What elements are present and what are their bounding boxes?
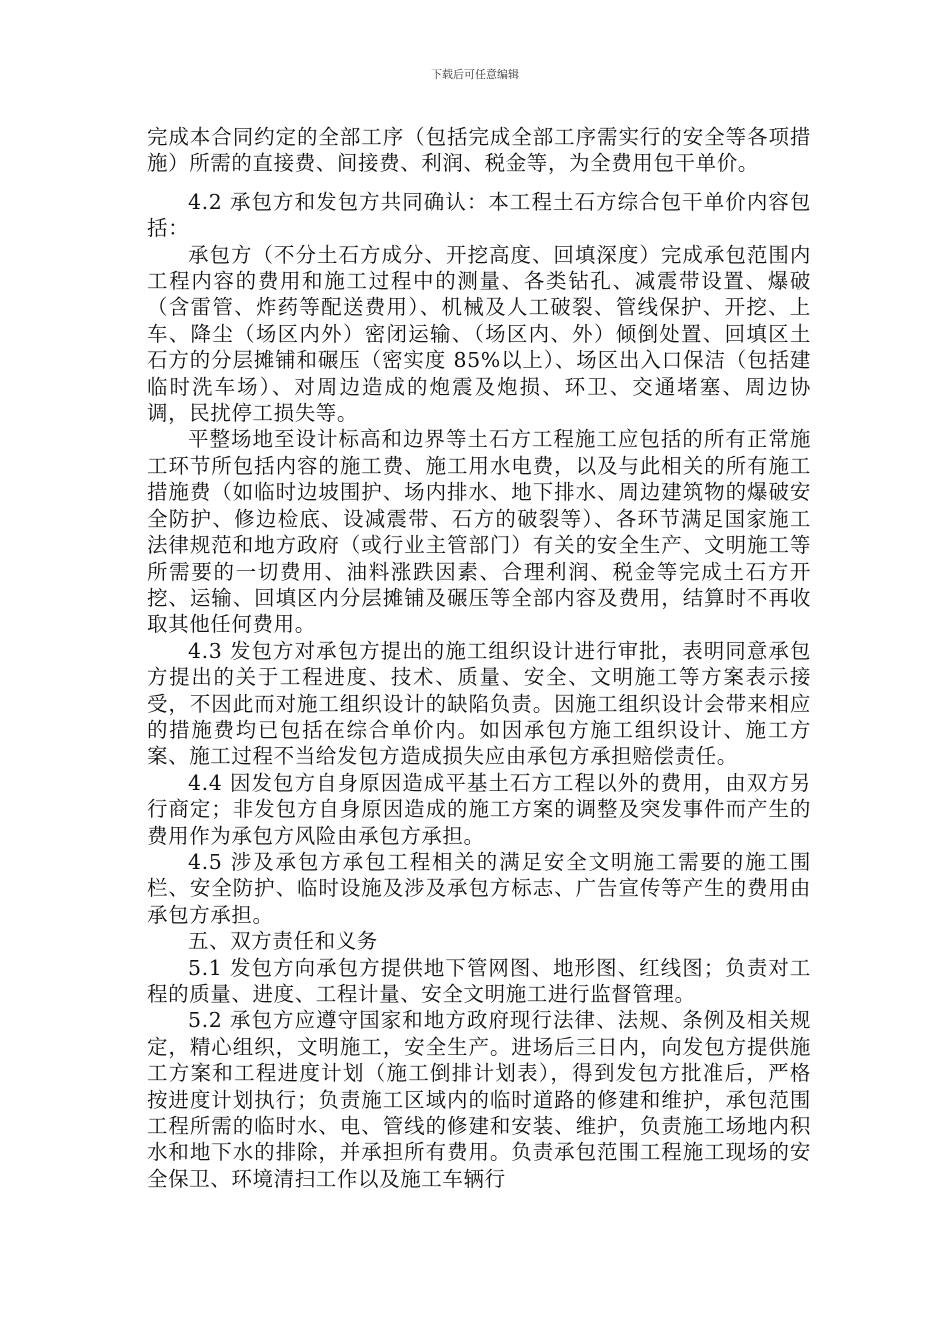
- paragraph-4-2: 4.2 承包方和发包方共同确认：本工程土石方综合包干单价内容包括：: [147, 189, 811, 241]
- paragraph-site-leveling: 平整场地至设计标高和边界等土石方工程施工应包括的所有正常施工环节所包括内容的施工费、施工用水电费，以及与此相关的所有施工措施费（如临时边坡围护、场内排水、地下排水、周边建筑物的爆破安全防护、修边检底、设减震带、石方的破裂等）、各环节满足国家施工法律规范和地方政府（或行业主管部门）有关的安全生产、文明施工等所需要的一切费用、油料涨跌因素、合理利润、税金等完成土石方开挖、运输、回填区内分层摊铺及碾压等全部内容及费用，结算时不再收取其他任何费用。: [147, 427, 811, 637]
- paragraph-contractor-scope: 承包方（不分土石方成分、开挖高度、回填深度）完成承包范围内工程内容的费用和施工过程中的测量、各类钻孔、减震带设置、爆破（含雷管、炸药等配送费用）、机械及人工破裂、管线保护、开挖、上车、降尘（场区内外）密闭运输、（场区内、外）倾倒处置、回填区土石方的分层摊铺和碾压（密实度 85%以上）、场区出入口保洁（包括建临时洗车场）、对周边造成的炮震及炮损、环卫、交通堵塞、周边协调，民扰停工损失等。: [147, 242, 811, 426]
- paragraph-unit-price-definition: 完成本合同约定的全部工序（包括完成全部工序需实行的安全等各项措施）所需的直接费、间接费、利润、税金等，为全费用包干单价。: [147, 125, 811, 176]
- header-note: 下载后可任意编辑: [431, 68, 519, 81]
- paragraph-5-1: 5.1 发包方向承包方提供地下管网图、地形图、红线图；负责对工程的质量、进度、工程计量、安全文明施工进行监督管理。: [147, 955, 811, 1006]
- paragraph-5-2: 5.2 承包方应遵守国家和地方政府现行法律、法规、条例及相关规定，精心组织，文明施工，安全生产。进场后三日内，向发包方提供施工方案和工程进度计划（施工倒排计划表），得到发包方批准后，严格按进度计划执行；负责施工区域内的临时道路的修建和维护，承包范围工程所需的临时水、电、管线的修建和安装、维护，负责施工场地内积水和地下水的排除，并承担所有费用。负责承包范围工程施工现场的安全保卫、环境清扫工作以及施工车辆行: [147, 1008, 811, 1191]
- paragraph-4-5: 4.5 涉及承包方承包工程相关的满足安全文明施工需要的施工围栏、安全防护、临时设施及涉及承包方标志、广告宣传等产生的费用由承包方承担。: [147, 849, 811, 927]
- section-heading-responsibilities: 五、双方责任和义务: [188, 929, 378, 954]
- paragraph-4-3: 4.3 发包方对承包方提出的施工组织设计进行审批，表明同意承包方提出的关于工程进度、技术、质量、安全、文明施工等方案表示接受，不因此而对施工组织设计的缺陷负责。因施工组织设计会带来相应的措施费均已包括在综合单价内。如因承包方施工组织设计、施工方案、施工过程不当给发包方造成损失应由承包方承担赔偿责任。: [147, 638, 811, 769]
- document-body: [147, 124, 811, 1192]
- paragraph-4-4: 4.4 因发包方自身原因造成平基土石方工程以外的费用，由双方另行商定；非发包方自身原因造成的施工方案的调整及突发事件而产生的费用作为承包方风险由承包方承担。: [147, 770, 811, 848]
